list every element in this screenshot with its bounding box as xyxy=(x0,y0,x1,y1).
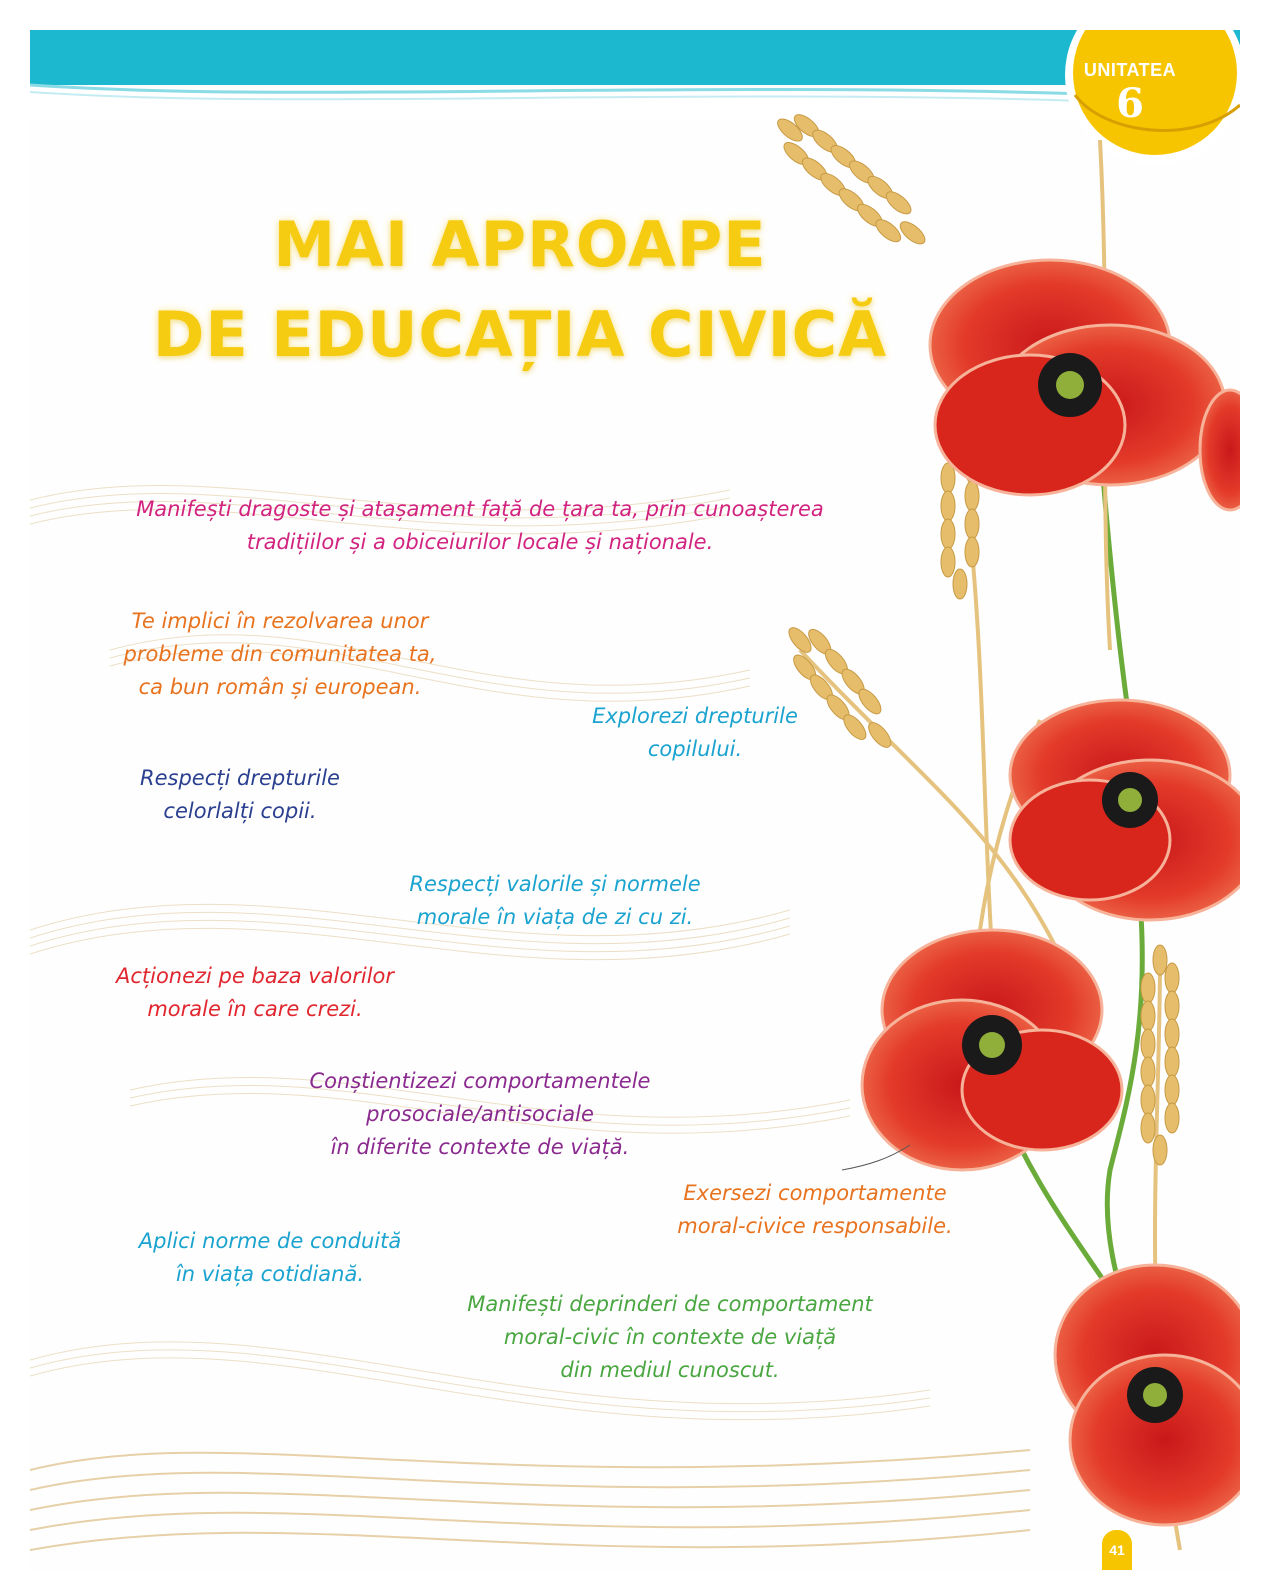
objective-5 xyxy=(370,868,740,934)
objective-line: Acționezi pe baza valorilor xyxy=(115,964,395,988)
objective-line: moral-civic în contexte de viață xyxy=(503,1325,837,1349)
objective-line: Explorezi drepturile xyxy=(592,704,798,728)
objective-10 xyxy=(430,1288,910,1387)
objective-line: celorlalți copii. xyxy=(163,799,317,823)
objective-4 xyxy=(120,762,360,828)
objective-line: Aplici norme de conduită xyxy=(138,1229,402,1253)
page-number-tab xyxy=(1102,1530,1132,1570)
title-line-1: MAI APROAPE xyxy=(273,208,767,281)
objective-line: în viața cotidiană. xyxy=(175,1262,365,1286)
objective-2 xyxy=(110,605,450,704)
objective-line: Te implici în rezolvarea unor xyxy=(131,609,429,633)
objective-line: în diferite contexte de viață. xyxy=(330,1135,630,1159)
objective-line: copilului. xyxy=(647,737,743,761)
objective-line: Conștientizezi comportamentele xyxy=(309,1069,651,1093)
objective-7 xyxy=(280,1065,680,1164)
objective-line: morale în care crezi. xyxy=(147,997,363,1021)
objective-9 xyxy=(110,1225,430,1291)
objective-line: probleme din comunitatea ta, xyxy=(123,642,437,666)
objective-line: Respecți drepturile xyxy=(140,766,340,790)
objective-line: Manifești dragoste și atașament față de țara ta, prin cunoașterea xyxy=(136,497,824,521)
unit-number: 6 xyxy=(1116,80,1144,127)
unit-title xyxy=(110,200,930,380)
objective-line: morale în viața de zi cu zi. xyxy=(416,905,694,929)
objective-line: tradițiilor și a obiceiurilor locale și naționale. xyxy=(246,530,714,554)
objective-line: Manifești deprinderi de comportament xyxy=(467,1292,873,1316)
page xyxy=(30,30,1240,1570)
objective-line: Respecți valorile și normele xyxy=(409,872,701,896)
unit-label: UNITATEA xyxy=(1083,60,1177,80)
objective-line: Exersezi comportamente xyxy=(683,1181,947,1205)
objective-8 xyxy=(650,1177,980,1243)
title-line-2: DE EDUCAȚIA CIVICĂ xyxy=(152,298,888,371)
objective-line: prosociale/antisociale xyxy=(366,1102,594,1126)
page-number: 41 xyxy=(1109,1542,1125,1558)
objective-1 xyxy=(120,493,840,559)
objective-line: din mediul cunoscut. xyxy=(560,1358,780,1382)
objective-3 xyxy=(560,700,830,766)
objective-line: ca bun român și european. xyxy=(138,675,422,699)
objective-6 xyxy=(85,960,425,1026)
objective-line: moral-civice responsabile. xyxy=(677,1214,953,1238)
